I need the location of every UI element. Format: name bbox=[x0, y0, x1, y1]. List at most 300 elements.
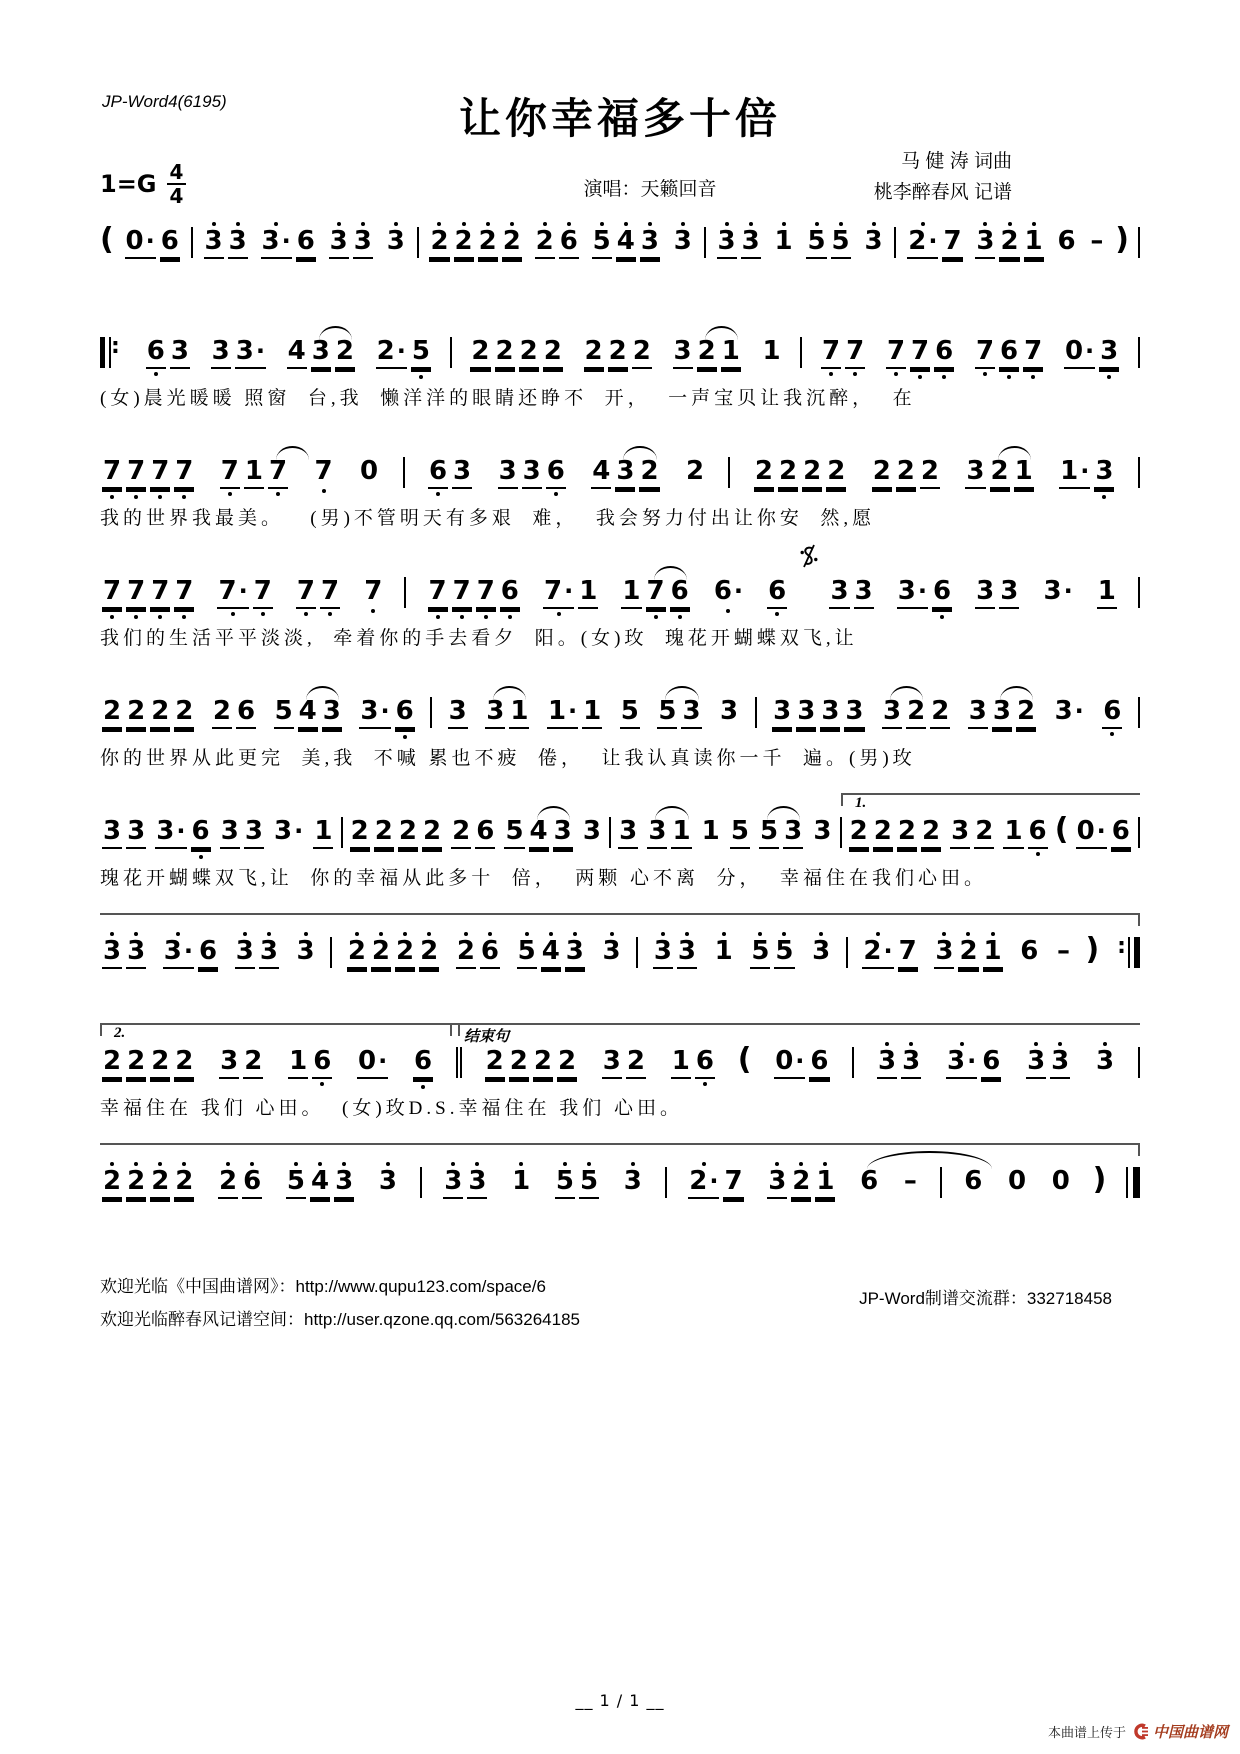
barline bbox=[1138, 577, 1140, 608]
note: 2 bbox=[872, 456, 891, 486]
barline bbox=[450, 337, 452, 368]
note: 1 bbox=[1024, 220, 1044, 267]
slur bbox=[537, 806, 570, 820]
note: 6 bbox=[559, 220, 579, 267]
volta-bracket bbox=[450, 1023, 1140, 1045]
beat-group bbox=[217, 1040, 265, 1087]
transcriber: 桃李醉春风 记谱 bbox=[873, 182, 1012, 203]
parenthesis: ( bbox=[737, 1042, 752, 1077]
note: 6 bbox=[932, 570, 952, 617]
note: 2 bbox=[218, 1160, 238, 1207]
beat-group bbox=[600, 1040, 648, 1087]
barline bbox=[840, 817, 842, 848]
beat-group bbox=[210, 690, 258, 737]
beat-group bbox=[884, 330, 956, 377]
note: 2 bbox=[920, 456, 939, 486]
note: 2 bbox=[151, 696, 170, 726]
note: 3 · bbox=[360, 696, 390, 726]
note: 6 bbox=[695, 1040, 715, 1087]
note: 2 · bbox=[688, 1160, 719, 1207]
note: 7 bbox=[943, 226, 962, 256]
note: 2 bbox=[827, 456, 846, 486]
note: 1 bbox=[510, 696, 529, 726]
time-denominator: 4 bbox=[169, 184, 184, 208]
note: 3 bbox=[1095, 1040, 1115, 1087]
note: 0 · bbox=[1076, 816, 1106, 846]
note: 6 bbox=[428, 450, 448, 497]
note: 3 bbox=[830, 576, 849, 606]
note: 3 bbox=[485, 690, 505, 737]
note: 6 bbox=[476, 816, 495, 846]
note: 1 bbox=[774, 220, 794, 267]
note: 3 bbox=[901, 1040, 921, 1087]
beat-group bbox=[932, 930, 1004, 977]
qupu-site-link: 欢迎光临《中国曲谱网》：http://www.qupu123.com/space/6 bbox=[100, 1277, 546, 1296]
beat-group bbox=[454, 930, 502, 977]
barline bbox=[430, 697, 432, 728]
beat-group bbox=[446, 690, 470, 737]
note: 6 bbox=[767, 570, 787, 617]
note: 3 bbox=[602, 1046, 621, 1076]
beat-group bbox=[717, 690, 741, 737]
note: 3 bbox=[767, 1160, 787, 1207]
note: 3 bbox=[170, 336, 189, 366]
slur bbox=[998, 446, 1031, 460]
beat-group bbox=[285, 330, 357, 377]
note: 5 bbox=[517, 930, 537, 977]
note: 2 bbox=[584, 336, 603, 366]
note: 2 bbox=[174, 1160, 194, 1207]
time-numerator: 4 bbox=[167, 162, 187, 185]
note: – bbox=[1090, 226, 1104, 256]
beat-group bbox=[272, 690, 344, 737]
note: 3 · bbox=[946, 1040, 977, 1087]
note: 2 bbox=[931, 696, 950, 726]
beat-group bbox=[770, 690, 866, 737]
barline bbox=[420, 1167, 422, 1198]
score-line bbox=[100, 570, 1140, 650]
beat-group bbox=[271, 810, 306, 857]
note: 3 bbox=[882, 690, 902, 737]
note: 5 bbox=[411, 330, 431, 377]
note: 2 bbox=[398, 816, 417, 846]
volta-bracket bbox=[100, 1143, 1140, 1156]
barline bbox=[940, 1167, 942, 1198]
beat-group bbox=[123, 220, 182, 267]
key-signature: 1=G bbox=[100, 170, 157, 198]
barline bbox=[728, 457, 730, 488]
beat-group bbox=[312, 450, 336, 497]
note: 7 bbox=[102, 570, 122, 617]
beat-group bbox=[348, 810, 444, 857]
note: 7 bbox=[821, 330, 841, 377]
score-line bbox=[100, 1160, 1140, 1208]
beat-group bbox=[1005, 1160, 1029, 1207]
note: 3 bbox=[329, 220, 349, 267]
site-watermark bbox=[1048, 1721, 1228, 1742]
note: 6 bbox=[236, 696, 256, 726]
score-line bbox=[100, 690, 1140, 770]
note: 4 bbox=[592, 456, 611, 486]
note: 2 bbox=[371, 930, 391, 977]
note: 7 bbox=[452, 570, 472, 617]
note: 2 bbox=[896, 456, 915, 486]
beat-group bbox=[545, 690, 604, 737]
barline bbox=[417, 227, 419, 258]
note: 2 bbox=[395, 930, 415, 977]
slur bbox=[890, 686, 923, 700]
note: 3 bbox=[522, 456, 541, 486]
volta-bracket bbox=[100, 913, 1140, 926]
beat-group bbox=[153, 810, 212, 857]
barline bbox=[1138, 697, 1140, 728]
lyrics-line: 我们的生活平平淡淡, 牵着你的手去看夕 阳。(女)玫 瑰花开蝴蝶双飞,让 bbox=[100, 628, 858, 649]
page-number: __ 1 / 1 __ bbox=[575, 1691, 665, 1710]
beat-group bbox=[715, 220, 763, 267]
volta-bracket bbox=[841, 793, 1140, 811]
qq-group-note: JP-Word制谱交流群：332718458 bbox=[859, 1289, 1112, 1308]
beat-group bbox=[671, 220, 695, 267]
beat-group bbox=[218, 450, 290, 497]
note: 6 · bbox=[713, 570, 744, 617]
note: 3 bbox=[992, 690, 1012, 737]
note: 2 bbox=[907, 696, 926, 726]
note: 1 bbox=[579, 576, 598, 606]
beat-group bbox=[905, 220, 964, 267]
note: 2 bbox=[626, 1046, 645, 1076]
slur bbox=[276, 446, 309, 460]
notes-row bbox=[100, 570, 1140, 618]
beat-group bbox=[582, 330, 654, 377]
note: 7 bbox=[174, 450, 194, 497]
beat-group bbox=[202, 220, 250, 267]
note: 1 bbox=[762, 336, 781, 366]
note: 6 bbox=[1020, 936, 1039, 966]
beat-group bbox=[441, 1160, 489, 1207]
time-signature bbox=[167, 162, 187, 206]
note: 1 bbox=[815, 1160, 835, 1207]
note: 3 bbox=[448, 696, 467, 726]
note: 7 bbox=[150, 450, 170, 497]
beat-group bbox=[760, 330, 784, 377]
barline bbox=[609, 817, 611, 848]
note: 0 bbox=[1008, 1166, 1027, 1196]
note: 2 bbox=[103, 696, 122, 726]
beat-group bbox=[827, 570, 875, 617]
beat-group bbox=[509, 1160, 533, 1207]
note: 3 bbox=[863, 220, 883, 267]
beat-group bbox=[711, 570, 746, 617]
note: 2 bbox=[897, 816, 916, 846]
lyrics-line: 你的世界从此更完 美,我 不喊 累也不疲 倦， 让我认真读你一千 遍。(男)玫 bbox=[100, 748, 916, 769]
beat-group bbox=[590, 220, 662, 267]
lyrics-line: 幸福住在 我们 心田。 (女)玫D.S.幸福住在 我们 心田。 bbox=[100, 1098, 683, 1119]
note: 7 bbox=[845, 330, 865, 377]
volta-label: 2. bbox=[111, 1025, 128, 1042]
note: 1 bbox=[701, 816, 720, 846]
slur bbox=[655, 806, 688, 820]
double-barline bbox=[456, 1047, 462, 1078]
note: 6 bbox=[1057, 226, 1076, 256]
note: 2 bbox=[779, 456, 798, 486]
beat-group bbox=[100, 1040, 196, 1087]
beat-group bbox=[765, 570, 789, 617]
slur bbox=[306, 686, 339, 700]
beat-group bbox=[669, 1040, 717, 1087]
note: 3 bbox=[673, 220, 693, 267]
note: 7 bbox=[646, 570, 666, 617]
note: 2 bbox=[533, 1046, 552, 1076]
beat-group bbox=[973, 330, 1045, 377]
beat-group bbox=[1057, 450, 1116, 497]
beat-group bbox=[580, 810, 604, 857]
note: 6 bbox=[859, 1160, 879, 1207]
note: 3 · bbox=[156, 816, 186, 846]
barline bbox=[341, 817, 343, 848]
note: 5 bbox=[555, 1160, 575, 1207]
note: 2 bbox=[608, 336, 627, 366]
note: 3 bbox=[845, 696, 864, 726]
note: 2 bbox=[849, 816, 868, 846]
note: 1 bbox=[721, 336, 740, 366]
beat-group bbox=[699, 810, 723, 857]
note: 3 bbox=[322, 696, 341, 726]
note: 2 bbox=[456, 930, 476, 977]
note: 5 bbox=[806, 220, 826, 267]
barline bbox=[1138, 227, 1140, 258]
beat-group bbox=[1052, 690, 1087, 737]
note: 3 bbox=[677, 930, 697, 977]
beat-group bbox=[1040, 570, 1075, 617]
barline bbox=[330, 937, 332, 968]
note: 3 bbox=[453, 456, 472, 486]
note: 2 bbox=[509, 1046, 528, 1076]
note: 4 bbox=[616, 220, 636, 267]
note: 4 bbox=[529, 810, 549, 857]
lyrics-line: 我的世界我最美。 (男)不管明天有多艰 难， 我会努力付出让你安 然,愿 bbox=[100, 508, 876, 529]
note: 7 bbox=[363, 570, 383, 617]
beat-group bbox=[1049, 1160, 1073, 1207]
qzone-link: 欢迎光临醉春风记谱空间：http://user.qzone.qq.com/563264185 bbox=[100, 1310, 580, 1329]
note: 3 · bbox=[1054, 696, 1084, 726]
repeat-end-barline bbox=[1128, 937, 1140, 968]
note: 2 bbox=[640, 456, 659, 486]
note: 3 bbox=[673, 336, 692, 366]
site-name: 中国曲谱网 bbox=[1152, 1725, 1228, 1741]
barline bbox=[800, 337, 802, 368]
beat-group bbox=[502, 810, 574, 857]
footer-links bbox=[100, 1270, 1140, 1336]
note: 3 bbox=[220, 1046, 239, 1076]
note: 7 bbox=[126, 450, 146, 497]
beat-group bbox=[218, 810, 266, 857]
note: 3 bbox=[334, 1160, 354, 1207]
note: 1 bbox=[1014, 456, 1033, 486]
beat-group bbox=[384, 220, 408, 267]
note: 3 · bbox=[897, 576, 927, 606]
volta-label: 1. bbox=[852, 795, 869, 812]
slur bbox=[1000, 686, 1033, 700]
note: 2 bbox=[990, 450, 1010, 497]
singer-line: 演唱：天籁回音 bbox=[583, 179, 717, 200]
note: 3 bbox=[968, 696, 987, 726]
note: 3 bbox=[720, 696, 739, 726]
beat-group bbox=[361, 570, 385, 617]
note: 2 bbox=[1016, 696, 1036, 726]
beat-group bbox=[875, 1040, 923, 1087]
note: 6 bbox=[1102, 690, 1122, 737]
parenthesis: ) bbox=[1115, 222, 1129, 257]
note: 6 bbox=[191, 810, 211, 857]
note: 6 bbox=[546, 450, 566, 497]
notes-row bbox=[100, 1025, 1140, 1088]
note: 7 bbox=[428, 570, 448, 617]
notes-row bbox=[100, 220, 1140, 268]
note: 3 bbox=[102, 930, 122, 977]
note: 3 bbox=[821, 696, 840, 726]
note: 2 bbox=[557, 1046, 577, 1076]
note: 3 bbox=[784, 816, 803, 846]
note: 2 bbox=[419, 930, 439, 977]
beat-group bbox=[772, 220, 796, 267]
jpword-watermark: JP-Word4(6195) bbox=[102, 92, 227, 111]
beat-group bbox=[533, 220, 581, 267]
note: 3 bbox=[127, 816, 146, 846]
beat-group bbox=[468, 330, 564, 377]
note: 7 bbox=[320, 570, 340, 617]
beat-group bbox=[857, 1160, 881, 1207]
beat-group bbox=[426, 450, 474, 497]
note: 2 bbox=[335, 336, 354, 366]
note: 3 bbox=[467, 1160, 487, 1207]
beat-group bbox=[1001, 810, 1049, 857]
note: 3 bbox=[259, 930, 279, 977]
volta-label: 结束句 bbox=[461, 1025, 512, 1046]
upload-note: 本曲谱上传于 bbox=[1047, 1725, 1126, 1740]
note: 7 · bbox=[543, 570, 574, 617]
parenthesis: ) bbox=[1092, 1162, 1107, 1197]
beat-group bbox=[847, 810, 943, 857]
note: 3 bbox=[854, 576, 873, 606]
note: 6 bbox=[934, 330, 954, 377]
lyrics-line: (女)晨光暖暖 照窗 台,我 懒洋洋的眼睛还睁不 开， 一声宝贝让我沉醉， 在 bbox=[100, 388, 916, 409]
header bbox=[100, 0, 1140, 218]
beat-group bbox=[819, 330, 867, 377]
note: 1 bbox=[714, 930, 734, 977]
barline bbox=[846, 937, 848, 968]
note: 2 bbox=[429, 220, 449, 267]
beat-group bbox=[973, 220, 1045, 267]
note: 5 bbox=[750, 930, 770, 977]
beat-group bbox=[809, 930, 833, 977]
note: 1 bbox=[1004, 816, 1023, 846]
note: 3 bbox=[244, 816, 263, 846]
beat-group bbox=[355, 1040, 390, 1087]
note: 3 bbox=[103, 816, 122, 846]
note: 1 bbox=[314, 816, 333, 846]
note: 2 bbox=[126, 1160, 146, 1207]
note: 3 bbox=[811, 930, 831, 977]
beat-group bbox=[621, 1160, 645, 1207]
beat-group bbox=[589, 450, 661, 497]
note: 6 bbox=[982, 1046, 1001, 1076]
note: 0 · bbox=[358, 1046, 388, 1076]
note: 3 bbox=[235, 930, 255, 977]
note: 2 bbox=[422, 816, 442, 846]
note: 2 bbox=[535, 220, 555, 267]
note: 6 bbox=[1028, 810, 1048, 857]
note: 2 bbox=[471, 336, 490, 366]
score-line bbox=[100, 1025, 1140, 1120]
note: 3 bbox=[553, 816, 572, 846]
beat-group bbox=[1087, 220, 1106, 267]
segno-icon bbox=[799, 544, 819, 568]
note: 6 bbox=[296, 226, 315, 256]
barline bbox=[636, 937, 638, 968]
note: 7 bbox=[102, 450, 122, 497]
beat-group bbox=[861, 220, 885, 267]
note: 2 bbox=[150, 1160, 170, 1207]
note: 0 · bbox=[775, 1046, 805, 1076]
note: 3 bbox=[975, 220, 995, 267]
notes-row bbox=[100, 1160, 1140, 1208]
note: 1 · bbox=[1060, 456, 1090, 486]
beat-group bbox=[294, 930, 318, 977]
slur bbox=[319, 326, 352, 340]
score-line bbox=[100, 450, 1140, 530]
score-line bbox=[100, 930, 1140, 978]
note: 5 bbox=[657, 690, 677, 737]
beat-group bbox=[215, 570, 274, 617]
note: 3 bbox=[813, 816, 832, 846]
barline bbox=[1138, 817, 1140, 848]
qupu-logo-icon bbox=[1132, 1723, 1149, 1740]
note: 3 bbox=[640, 220, 660, 267]
note: 3 bbox=[1050, 1040, 1070, 1087]
note: 2 bbox=[999, 220, 1019, 267]
note: 1 bbox=[672, 816, 691, 846]
note: 5 bbox=[759, 810, 779, 857]
beat-group bbox=[870, 450, 942, 497]
note: 5 bbox=[274, 696, 293, 726]
notes-row bbox=[100, 690, 1140, 738]
note: 1 bbox=[289, 1046, 308, 1076]
note: 3 bbox=[220, 816, 239, 846]
note: 5 bbox=[831, 220, 851, 267]
lyricist-composer: 马 健 涛 词曲 bbox=[901, 151, 1012, 172]
note: 3 bbox=[653, 930, 673, 977]
barline bbox=[665, 1167, 667, 1198]
note: – bbox=[1056, 936, 1070, 966]
beat-group bbox=[618, 690, 642, 737]
beat-group bbox=[651, 930, 699, 977]
volta-bracket bbox=[100, 1023, 460, 1041]
note: 7 bbox=[126, 570, 146, 617]
parenthesis: ( bbox=[1054, 812, 1069, 847]
score-line bbox=[100, 220, 1140, 268]
beat-group bbox=[973, 570, 1021, 617]
final-barline bbox=[1126, 1167, 1140, 1198]
beat-group bbox=[880, 690, 952, 737]
beat-group bbox=[1100, 690, 1124, 737]
beat-group bbox=[100, 570, 196, 617]
note: 2 bbox=[350, 816, 369, 846]
note: 1 bbox=[622, 576, 641, 606]
beat-group bbox=[426, 570, 522, 617]
note: 2 bbox=[495, 336, 514, 366]
note: 7 bbox=[174, 570, 194, 617]
beat-group bbox=[655, 690, 703, 737]
